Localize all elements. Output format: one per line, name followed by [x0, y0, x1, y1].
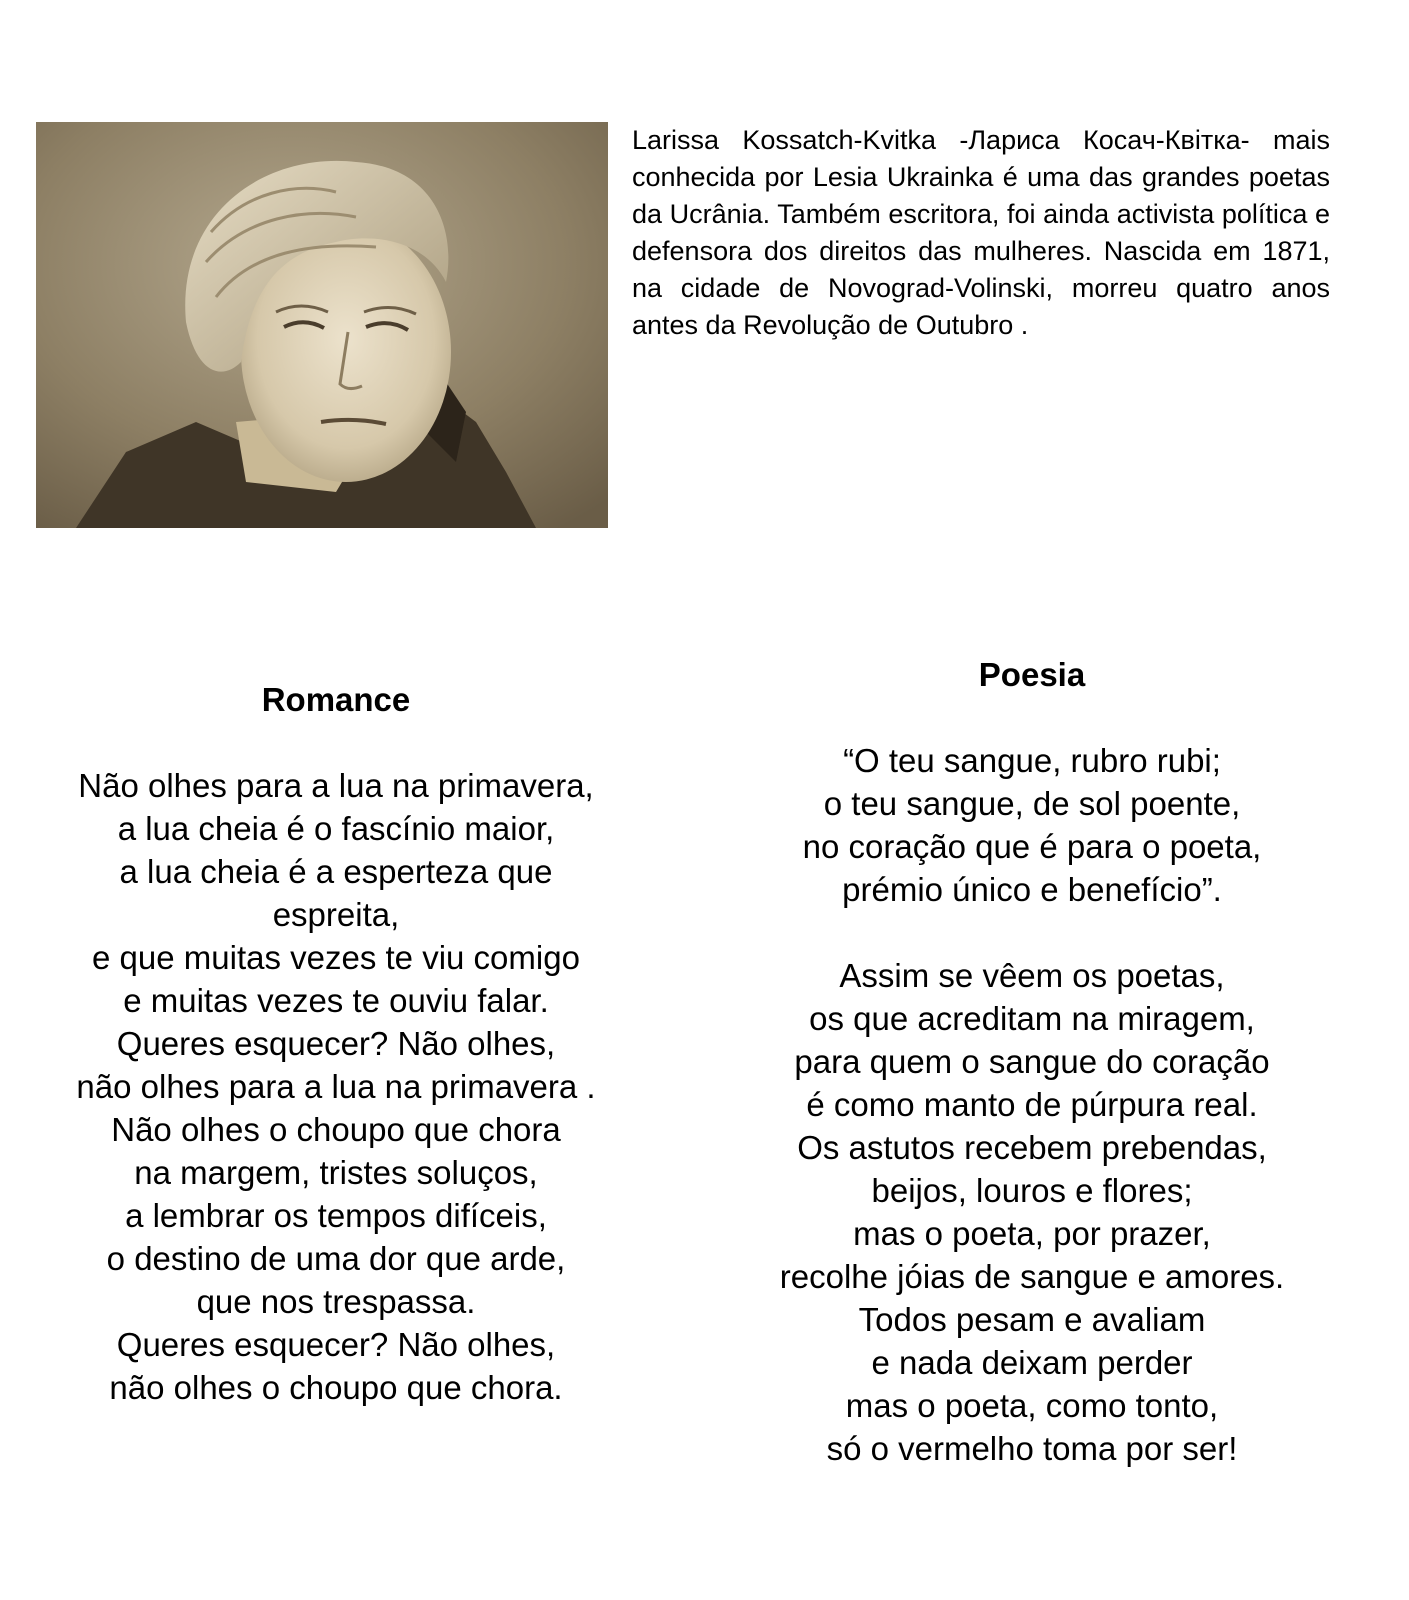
poem-line: mas o poeta, por prazer, — [853, 1215, 1211, 1252]
poem-line: para quem o sangue do coração — [794, 1043, 1270, 1080]
stanza-gap — [716, 911, 1348, 954]
poem-line: mas o poeta, como tonto, — [845, 1387, 1219, 1424]
poem-line: não olhes para a lua na primavera . — [76, 1068, 596, 1105]
portrait-photo — [36, 122, 608, 528]
poem-stanza-1 — [716, 739, 1348, 911]
poem-line: espreita, — [272, 896, 400, 933]
poem-line: não olhes o choupo que chora. — [109, 1369, 563, 1406]
poem-line: que nos trespassa. — [196, 1283, 476, 1320]
poem-line: a lua cheia é a esperteza que — [119, 853, 553, 890]
poem-line: beijos, louros e flores; — [871, 1172, 1193, 1209]
poem-line: na margem, tristes soluços, — [134, 1154, 538, 1191]
poem-line: o teu sangue, de sol poente, — [823, 785, 1241, 822]
poem-line: e que muitas vezes te viu comigo — [92, 939, 580, 976]
poem-romance — [36, 678, 636, 1409]
poem-line: Queres esquecer? Não olhes, — [116, 1025, 556, 1062]
poem-line: a lembrar os tempos difíceis, — [125, 1197, 547, 1234]
poem-line: o destino de uma dor que arde, — [106, 1240, 566, 1277]
poem-line: a lua cheia é o fascínio maior, — [117, 810, 555, 847]
poem-line: prémio único e benefício”. — [842, 871, 1222, 908]
poem-line: Todos pesam e avaliam — [858, 1301, 1206, 1338]
biography-text: Larissa Kossatch-Kvitka -Лариса Косач-Квітка- mais conhecida por Lesia Ukrainka é uma das grandes poetas da Ucrânia. Também escritora, foi ainda activista política e defensora dos direitos das mulheres. Nascida em 1871, na cidade de Novograd-Volinski, morreu quatro anos antes da Revolução de Outubro . — [632, 125, 1330, 340]
poem-line: Não olhes para a lua na primavera, — [78, 767, 594, 804]
poem-title-romance: Romance — [261, 681, 411, 718]
poem-body-romance — [36, 764, 636, 1409]
poem-line: Não olhes o choupo que chora — [111, 1111, 561, 1148]
poem-line: é como manto de púrpura real. — [806, 1086, 1258, 1123]
poem-line: Assim se vêem os poetas, — [839, 957, 1225, 994]
poem-line: “O teu sangue, rubro rubi; — [843, 742, 1221, 779]
poem-line: Queres esquecer? Não olhes, — [116, 1326, 556, 1363]
portrait-illustration — [36, 122, 608, 528]
poem-title-poesia: Poesia — [978, 656, 1086, 693]
poem-poesia — [716, 653, 1348, 1470]
poem-line: e muitas vezes te ouviu falar. — [123, 982, 549, 1019]
poem-line: Os astutos recebem prebendas, — [797, 1129, 1267, 1166]
poem-line: recolhe jóias de sangue e amores. — [779, 1258, 1285, 1295]
poem-stanza-2 — [716, 954, 1348, 1470]
poem-line: e nada deixam perder — [871, 1344, 1193, 1381]
poem-line: os que acreditam na miragem, — [809, 1000, 1255, 1037]
poem-line: no coração que é para o poeta, — [802, 828, 1262, 865]
poem-line: só o vermelho toma por ser! — [826, 1430, 1238, 1467]
